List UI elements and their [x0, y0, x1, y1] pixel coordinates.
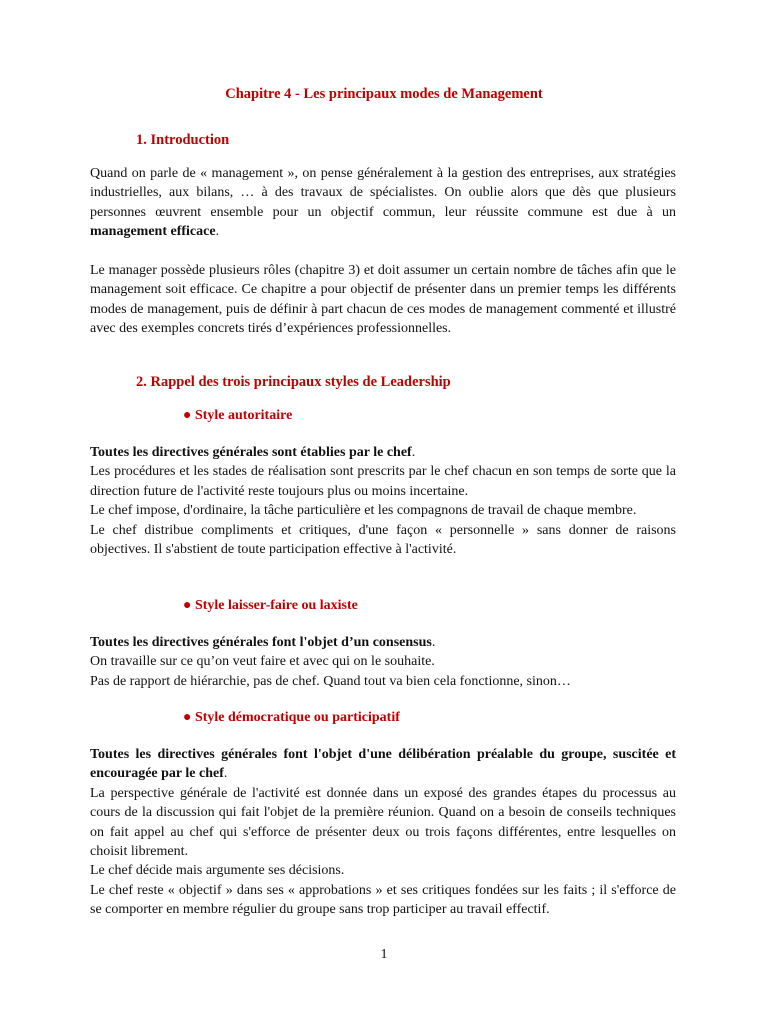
intro-bold-term: management efficace — [90, 224, 216, 240]
style-autoritaire-body — [90, 443, 676, 559]
style-line: Le chef décide mais argumente ses décisions. — [90, 863, 345, 879]
style-democratique-body — [90, 745, 676, 920]
style-laisser-faire-body — [90, 633, 676, 691]
style-line: On travaille sur ce qu’on veut faire et avec qui on le souhaite. — [90, 654, 435, 670]
style-heading-democratique: ● Style démocratique ou participatif — [183, 710, 400, 725]
style-line: Les procédures et les stades de réalisation sont prescrits par le chef chacun en son temps de sorte que la direction future de l'activité reste toujours plus ou moins incertaine. — [90, 464, 676, 499]
lead-period: . — [411, 445, 416, 460]
style-line: Le chef impose, d'ordinaire, la tâche particulière et les compagnons de travail de chaque membre. — [90, 503, 637, 519]
style-line: Le chef distribue compliments et critiques, d'une façon « personnelle » sans donner de raisons objectives. Il s'abstient de toute participation effective à l'activité. — [90, 522, 676, 558]
style-lead: Toutes les directives générales sont établies par le chef — [90, 445, 412, 460]
intro-text: Quand on parle de « management », on pense généralement à la gestion des entreprises, aux stratégies industrielles, aux bilans, … à des travaux de spécialistes. On oublie alors que dès que plusieurs personnes œuvrent ensemble pour un objectif commun, leur réussite commune est due à un — [90, 166, 676, 220]
intro-paragraph-1 — [90, 164, 676, 242]
style-lead: Toutes les directives générales font l'objet d’un consensus — [90, 635, 432, 650]
section-heading-leadership: 2. Rappel des trois principaux styles de Leadership — [136, 374, 451, 390]
page-title: Chapitre 4 - Les principaux modes de Management — [225, 86, 543, 102]
style-heading-laisser-faire: ● Style laisser-faire ou laxiste — [183, 598, 358, 613]
lead-period: . — [431, 635, 436, 650]
section-heading-introduction: 1. Introduction — [136, 132, 230, 148]
style-line: La perspective générale de l'activité est donnée dans un exposé des grandes étapes du processus au cours de la discussion qui fait l'objet de la première réunion. Quand on a besoin de conseils techniques on fait appel au chef qui s'efforce de présenter deux ou trois façons différentes, entre lesquelles on choisit librement. — [90, 785, 676, 860]
style-heading-autoritaire: ● Style autoritaire — [183, 408, 293, 423]
intro-period: . — [215, 224, 220, 240]
style-line: Pas de rapport de hiérarchie, pas de chef. Quand tout va bien cela fonctionne, sinon… — [90, 673, 571, 689]
style-lead: Toutes les directives générales font l'objet d'une délibération préalable du groupe, suscitée et encouragée par le chef — [90, 747, 676, 782]
page-number: 1 — [380, 947, 388, 962]
lead-period: . — [223, 766, 228, 782]
style-line: Le chef reste « objectif » dans ses « approbations » et ses critiques fondées sur les faits ; il s'efforce de se comporter en membre régulier du groupe sans trop participer au travail effectif. — [90, 882, 676, 918]
intro-paragraph-2: Le manager possède plusieurs rôles (chapitre 3) et doit assumer un certain nombre de tâches afin que le management soit efficace. Ce chapitre a pour objectif de présenter dans un premier temps les différents modes de management, puis de définir à part chacun de ces modes de management commenté et illustré avec des exemples concrets tirés d’expériences professionnelles. — [90, 263, 676, 337]
